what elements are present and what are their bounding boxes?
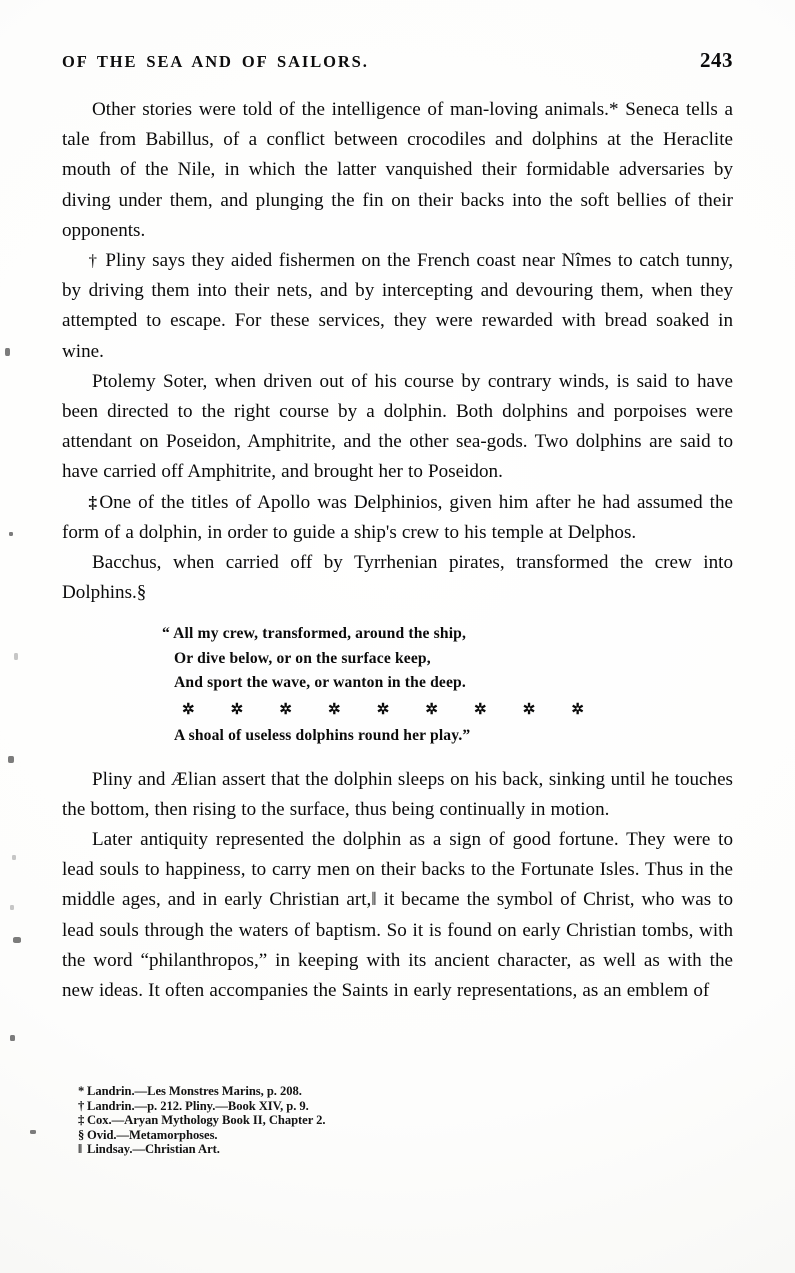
footnote-item — [78, 1128, 698, 1143]
page-number: 243 — [700, 48, 733, 72]
footnote-block — [78, 1084, 698, 1157]
asterisk-icon: ✲ — [425, 702, 438, 719]
verse-closing-line: A shoal of useless dolphins round her play.” — [174, 727, 471, 745]
asterisk-icon: ✲ — [376, 702, 390, 719]
margin-speck — [10, 905, 14, 910]
footnote-item — [78, 1099, 698, 1114]
footnote-text: Cox.—Aryan Mythology Book II, Chapter 2. — [87, 1113, 326, 1128]
footnote-item — [78, 1142, 698, 1157]
footnote-item — [78, 1084, 698, 1099]
paragraph-intelligence: Other stories were told of the intelligence of man-loving animals.* Seneca tells a tale from Babillus, of a conflict between crocodiles and dolphins at the Heraclite mouth of the Nile, in which the latter vanquished their formidable adversaries by diving under them, and plunging the fin on their backs into the soft bellies of their opponents. — [62, 99, 733, 241]
verse-quotation — [62, 622, 733, 748]
footnote-symbol: ‡ — [78, 1113, 85, 1128]
asterisk-icon: ✲ — [230, 702, 244, 719]
paragraph-pliny-fishermen-text: Pliny says they aided fishermen on the French coast near Nîmes to catch tunny, by driving them into their nets, and by intercepting and devouring them, when they attempted to escape. For these services, they were rewarded with bread soaked in wine. — [62, 250, 734, 362]
asterisk-icon: ✲ — [571, 702, 584, 719]
paragraph-later-antiquity: Later antiquity represented the dolphin as a sign of good fortune. They were to lead souls to happiness, to carry men on their backs to the Fortunate Isles. Thus in the middle ages, and in early Christian art,‖ it became the symbol of Christ, who was to lead souls through the waters of baptism. So it is found on early Christian tombs, with the word “philanthropos,” in keeping with its ancient character, as well as with the new ideas. It often accompanies the Saints in early representations, as an emblem of — [62, 829, 733, 1002]
footnote-symbol: * — [78, 1084, 85, 1098]
footnote-symbol: § — [78, 1127, 85, 1142]
asterisk-icon: ✲ — [522, 702, 536, 719]
footnote-symbol: † — [78, 1098, 85, 1113]
asterisk-icon: ✲ — [328, 702, 341, 719]
running-head — [62, 48, 733, 74]
footnote-symbol: ‖ — [78, 1142, 83, 1157]
footnote-ref-double-dagger: ‡ — [88, 492, 99, 512]
footnote-text: Landrin.—Les Monstres Marins, p. 208. — [87, 1084, 302, 1098]
verse-line-3: And sport the wave, or wanton in the deep. — [174, 674, 466, 692]
asterisk-icon: ✲ — [474, 702, 487, 719]
footnote-text: Landrin.—p. 212. Pliny.—Book XIV, p. 9. — [87, 1098, 309, 1113]
paragraph-pliny-fishermen — [62, 246, 733, 367]
margin-speck — [14, 653, 18, 660]
footnote-text: Ovid.—Metamorphoses. — [87, 1127, 218, 1142]
body-text-column — [62, 95, 733, 1006]
paragraph-apollo-delphinios — [62, 488, 733, 548]
asterisk-icon: ✲ — [279, 702, 292, 719]
margin-speck — [10, 1035, 15, 1041]
verse-line-1: “ All my crew, transformed, around the ship, — [162, 625, 467, 643]
verse-asterism-row — [182, 700, 584, 720]
margin-speck — [5, 348, 10, 356]
paragraph-apollo-delphinios-text: One of the titles of Apollo was Delphinios, given him after he had assumed the form of a dolphin, in order to guide a ship's crew to his temple at Delphos. — [62, 491, 733, 543]
margin-speck — [8, 756, 14, 763]
paragraph-bacchus: Bacchus, when carried off by Tyrrhenian pirates, transformed the crew into Dolphins.§ — [62, 552, 733, 604]
footnote-text: Lindsay.—Christian Art. — [87, 1142, 220, 1157]
margin-speck — [30, 1130, 36, 1134]
footnote-item — [78, 1113, 698, 1128]
margin-speck — [12, 855, 16, 860]
footnote-ref-dagger: † — [88, 251, 99, 271]
margin-speck — [9, 532, 13, 536]
asterisk-icon: ✲ — [182, 702, 195, 719]
margin-speck — [13, 937, 21, 943]
running-head-title: OF THE SEA AND OF SAILORS. — [62, 51, 369, 72]
verse-line-2: Or dive below, or on the surface keep, — [174, 649, 431, 667]
paragraph-dolphin-sleeps: Pliny and Ælian assert that the dolphin sleeps on his back, sinking until he touches the bottom, then rising to the surface, thus being continually in motion. — [62, 768, 733, 820]
paragraph-ptolemy-soter: Ptolemy Soter, when driven out of his course by contrary winds, is said to have been directed to the right course by a dolphin. Both dolphins and porpoises were attendant on Poseidon, Amphitrite, and the other sea-gods. Two dolphins are said to have carried off Amphitrite, and brought her to Poseidon. — [62, 370, 733, 483]
